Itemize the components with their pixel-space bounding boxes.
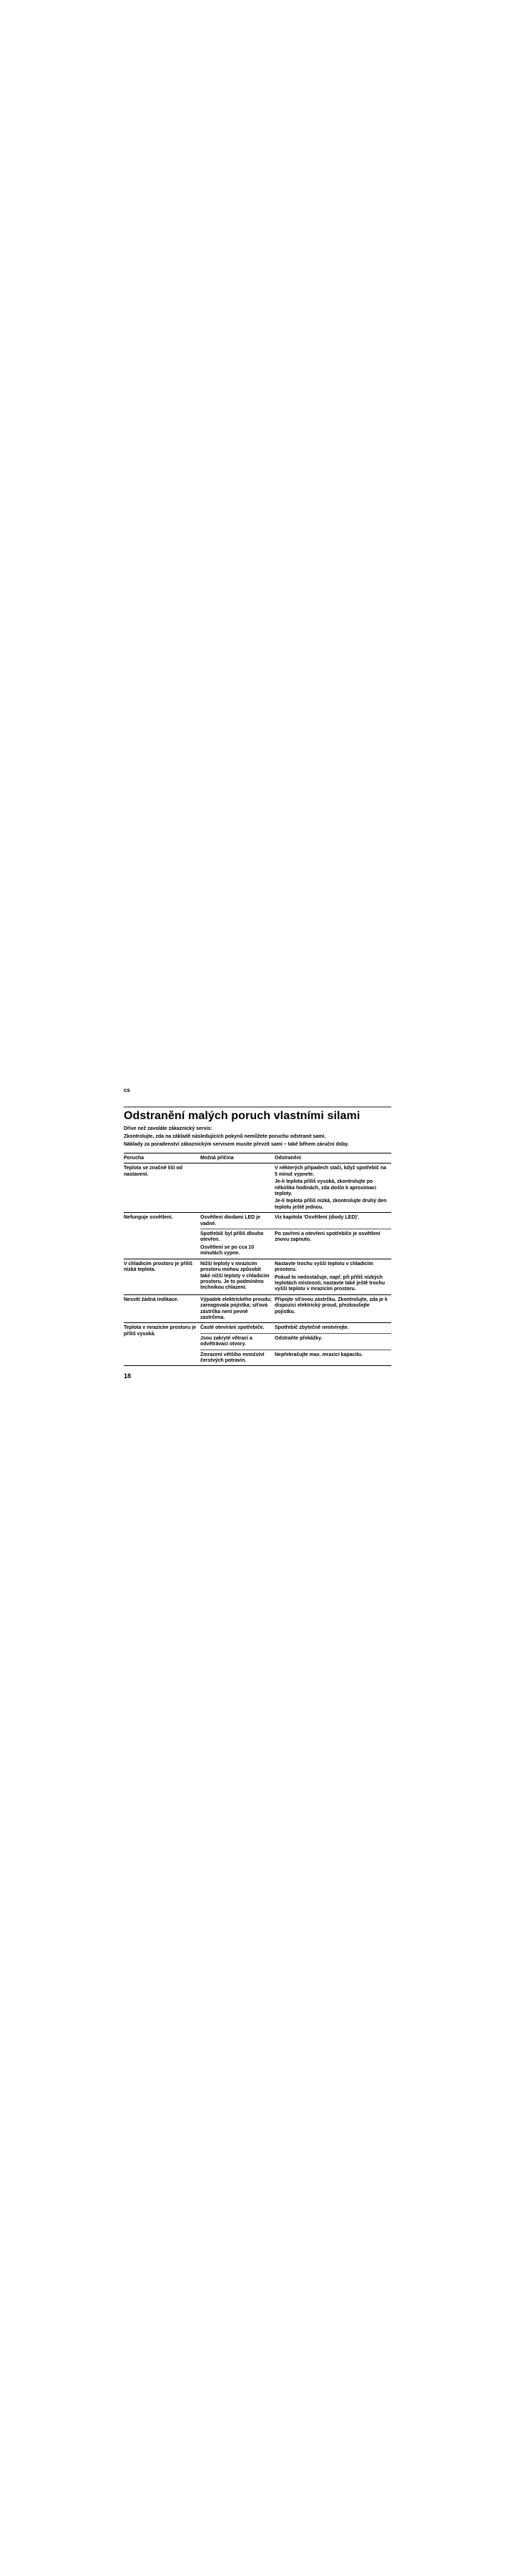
header-rule <box>124 1106 391 1108</box>
remedy-cell: Je-li teplota příliš vysoká, zkontrolujte po několika hodinách, zda došlo k aproximaci teploty. <box>275 1179 376 1197</box>
page-number: 18 <box>124 1372 132 1380</box>
intro-text <box>124 1126 391 1148</box>
table-row <box>124 1259 391 1274</box>
language-code: cs <box>124 1087 130 1093</box>
troubleshooting-table <box>124 1153 391 1366</box>
fault-cell: Teplota se značně liší od nastavení. <box>124 1163 200 1213</box>
remedy-cell: Odstraňte překážky. <box>275 1333 391 1350</box>
fault-cell: Nesvítí žádná indikace. <box>124 1294 200 1323</box>
header-cause: Možná příčina <box>200 1153 275 1163</box>
remedy-cell: V některých případech stačí, když spotřebič na 5 minut vypnete. <box>275 1163 391 1179</box>
cause-cell: Časté otevírání spotřebiče. <box>200 1323 275 1333</box>
fault-cell: Nefunguje osvětlení. <box>124 1213 200 1259</box>
intro-line: Dříve než zavoláte zákaznický servis: <box>124 1126 212 1131</box>
remedy-cell: Pokud to nedostačuje, např. při příliš nízkých teplotách místnosti, nastavte také ještě trochu vyšší teplotu v mrazicím prostoru. <box>275 1274 386 1292</box>
table-row <box>124 1294 391 1323</box>
remedy-cell: Nepřekračujte max. mrazicí kapacitu. <box>275 1350 391 1366</box>
table-header-row <box>124 1153 391 1163</box>
cause-cell: Osvětlení se po cca 10 minutách vypne. <box>200 1244 255 1257</box>
section-title: Odstranění malých poruch vlastními silami <box>124 1110 360 1122</box>
cause-cell: Osvětlení diodami LED je vadné. <box>200 1213 275 1229</box>
table-row <box>124 1163 391 1179</box>
cause-cell <box>200 1163 275 1179</box>
remedy-cell: Nastavte trochu vyšší teplotu v chladicím prostoru. <box>275 1259 391 1274</box>
table-row <box>124 1213 391 1229</box>
cause-cell: Výpadek elektrického proudu; zareagovala pojistka; síťová zástrčka není pevně zastrčena. <box>200 1294 275 1323</box>
intro-line: Náklady za poradenství zákaznickým servisem musíte převzít sami – také během záruční doby. <box>124 1142 349 1147</box>
remedy-cell: Viz kapitola 'Osvětlení (diody LED)'. <box>275 1213 391 1229</box>
table-row <box>124 1323 391 1333</box>
remedy-cell: Po zavření a otevření spotřebiče je osvětlení znovu zapnuto. <box>275 1229 391 1245</box>
remedy-cell <box>275 1245 391 1259</box>
remedy-cell: Spotřebič zbytečně neotvírejte. <box>275 1323 391 1333</box>
fault-cell: V chladicím prostoru je příliš nízká teplota. <box>124 1259 200 1294</box>
cause-cell <box>200 1179 275 1199</box>
fault-cell: Teplota v mrazicím prostoru je příliš vysoká. <box>124 1323 200 1366</box>
cause-cell <box>200 1199 275 1212</box>
remedy-cell: Připojte síťovou zástrčku. Zkontrolujte, zda je k dispozici elektrický proud, přezkoušejte pojistku. <box>275 1294 391 1323</box>
cause-cell: Zmrazení většího množství čerstvých potravin. <box>200 1350 275 1366</box>
header-fault: Porucha <box>124 1153 200 1163</box>
cause-cell: Jsou zakryté větrací a odvětrávací otvory. <box>200 1333 275 1350</box>
cause-cell: Spotřebič byl příliš dlouho otevřen. <box>200 1229 275 1245</box>
manual-page <box>124 1086 391 1380</box>
remedy-cell: Je-li teplota příliš nízká, zkontrolujte druhý den teplotu ještě jednou. <box>275 1199 387 1210</box>
header-remedy: Odstranění <box>275 1153 391 1163</box>
cause-cell: Nižší teploty v mrazicím prostoru mohou způsobit také nižší teploty v chladicím prostoru. Je to podmíněno technikou chlazení. <box>200 1259 275 1294</box>
intro-line: Zkontrolujte, zda na základě následujících pokynů nemůžete poruchu odstranit sami. <box>124 1134 326 1139</box>
